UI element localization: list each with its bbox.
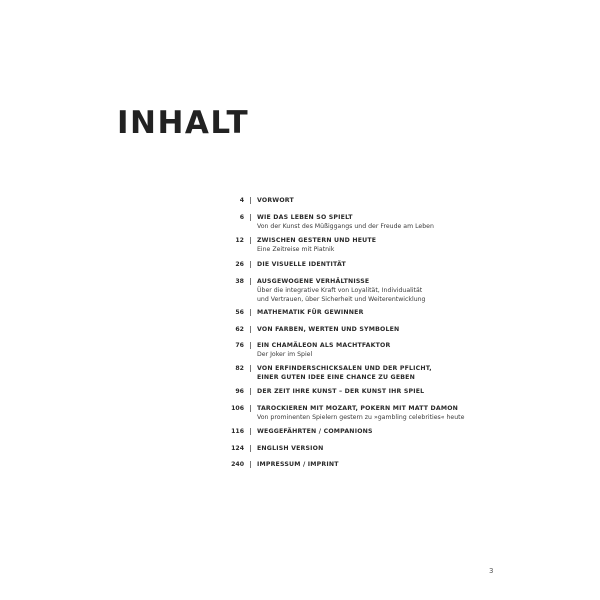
- toc-title-continued: EINER GUTEN IDEE EINE CHANCE ZU GEBEN: [257, 374, 415, 381]
- toc-page-number: 12: [235, 237, 244, 244]
- toc-entry[interactable]: [212, 427, 373, 436]
- toc-title: MATHEMATIK FÜR GEWINNER: [257, 309, 364, 316]
- toc-title: ZWISCHEN GESTERN UND HEUTE: [257, 237, 377, 244]
- toc-title: DER ZEIT IHRE KUNST – DER KUNST IHR SPIEL: [257, 388, 425, 395]
- toc-page-number: 76: [235, 342, 244, 349]
- toc-entry[interactable]: [212, 213, 434, 231]
- toc-separator: [250, 342, 251, 349]
- toc-page-number: 62: [235, 326, 244, 333]
- toc-separator: [250, 388, 251, 395]
- toc-entry[interactable]: [212, 325, 399, 334]
- toc-entry[interactable]: [212, 387, 424, 396]
- toc-entry[interactable]: [212, 444, 324, 453]
- page-number: 3: [489, 567, 494, 575]
- toc-title: VON ERFINDERSCHICKSALEN UND DER PFLICHT,: [257, 365, 432, 372]
- page-title: INHALT: [117, 105, 250, 141]
- toc-subtitle: Von prominenten Spielern gestern zu »gambling celebrities« heute: [257, 414, 465, 421]
- toc-separator: [250, 309, 251, 316]
- toc-entry[interactable]: [212, 277, 425, 304]
- toc-entry[interactable]: [212, 364, 432, 382]
- toc-page-number: 96: [235, 388, 244, 395]
- toc-separator: [250, 214, 251, 221]
- toc-title: IMPRESSUM / IMPRINT: [257, 461, 339, 468]
- toc-page-number: 240: [231, 461, 244, 468]
- toc-title: DIE VISUELLE IDENTITÄT: [257, 261, 346, 268]
- toc-title: WIE DAS LEBEN SO SPIELT: [257, 214, 353, 221]
- toc-separator: [250, 278, 251, 285]
- toc-entry[interactable]: [212, 308, 364, 317]
- toc-page-number: 4: [239, 197, 244, 204]
- toc-entry[interactable]: [212, 196, 294, 205]
- toc-page-number: 6: [239, 214, 244, 221]
- toc-title: VON FARBEN, WERTEN UND SYMBOLEN: [257, 326, 400, 333]
- toc-page-number: 56: [235, 309, 244, 316]
- toc-subtitle: und Vertrauen, über Sicherheit und Weiterentwicklung: [257, 296, 426, 303]
- toc-title: VORWORT: [257, 197, 294, 204]
- toc-page-number: 38: [235, 278, 244, 285]
- toc-separator: [250, 428, 251, 435]
- toc-title: ENGLISH VERSION: [257, 445, 324, 452]
- toc-title: WEGGEFÄHRTEN / COMPANIONS: [257, 428, 373, 435]
- toc-subtitle: Über die integrative Kraft von Loyalität, Individualität: [257, 287, 423, 294]
- toc-entry[interactable]: [212, 260, 346, 269]
- toc-page-number: 82: [235, 365, 244, 372]
- toc-entry[interactable]: [212, 460, 339, 469]
- toc-title: AUSGEWOGENE VERHÄLTNISSE: [257, 278, 370, 285]
- toc-separator: [250, 261, 251, 268]
- toc-entry[interactable]: [212, 341, 390, 359]
- toc-separator: [250, 197, 251, 204]
- toc-page-number: 26: [235, 261, 244, 268]
- toc-entry[interactable]: [212, 404, 464, 422]
- toc-subtitle: Von der Kunst des Müßiggangs und der Freude am Leben: [257, 223, 434, 230]
- toc-entry[interactable]: [212, 236, 376, 254]
- toc-page-number: 106: [231, 405, 244, 412]
- toc-separator: [250, 326, 251, 333]
- toc-separator: [250, 405, 251, 412]
- toc-title: TAROCKIEREN MIT MOZART, POKERN MIT MATT DAMON: [257, 405, 459, 412]
- toc-separator: [250, 365, 251, 372]
- toc-page-number: 116: [231, 428, 244, 435]
- toc-title: EIN CHAMÄLEON ALS MACHTFAKTOR: [257, 342, 391, 349]
- toc-separator: [250, 445, 251, 452]
- toc-separator: [250, 237, 251, 244]
- toc-subtitle: Eine Zeitreise mit Piatnik: [257, 246, 335, 253]
- toc-subtitle: Der Joker im Spiel: [257, 351, 313, 358]
- toc-page-number: 124: [231, 445, 244, 452]
- toc-separator: [250, 461, 251, 468]
